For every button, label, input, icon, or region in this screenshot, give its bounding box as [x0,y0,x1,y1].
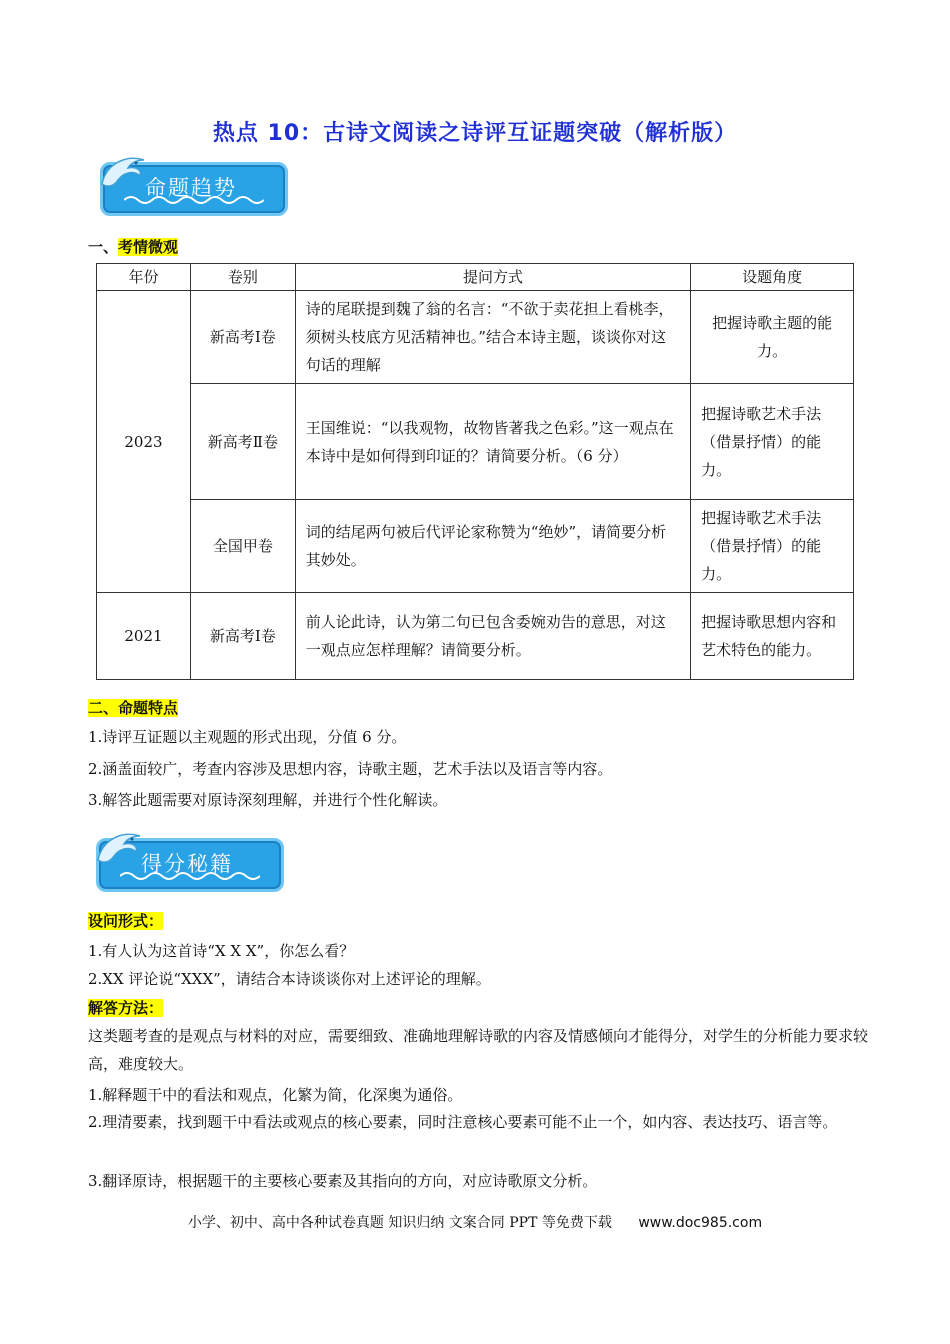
cell-year: 2021 [97,593,191,680]
section1-label: 考情微观 [118,238,179,256]
feature-item: 3.解答此题需要对原诗深刻理解，并进行个性化解读。 [88,791,448,809]
header-year: 年份 [97,264,191,291]
feature-item: 1.诗评互证题以主观题的形式出现，分值 6 分。 [88,728,407,746]
form-item: 2.XX 评论说“XXX”，请结合本诗谈谈你对上述评论的理解。 [88,970,491,988]
section-banner-tips [92,826,282,892]
method-heading-label: 解答方法： [88,999,164,1017]
method-intro: 这类题考查的是观点与材料的对应，需要细致、准确地理解诗歌的内容及情感倾向才能得分，对学生的分析能力要求较高，难度较大。 [88,1027,869,1073]
method-heading [88,997,163,1018]
banner-label: 得分秘籍 [141,852,233,876]
cell-paper: 新高考Ⅱ卷 [190,384,295,500]
method-item: 1.解释题干中的看法和观点，化繁为简，化深奥为通俗。 [88,1086,463,1104]
cell-angle: 把握诗歌思想内容和艺术特色的能力。 [691,593,854,680]
page-footer [0,1212,950,1232]
form-heading-label: 设问形式： [88,912,164,930]
table-row [97,384,854,500]
method-item: 2.理清要素，找到题干中看法或观点的核心要素，同时注意核心要素可能不止一个，如内容、表达技巧、语言等。 [88,1113,838,1131]
section-banner-trend [96,150,286,216]
footer-link[interactable]: www.doc985.com [638,1215,763,1231]
header-question: 提问方式 [295,264,690,291]
cell-question: 王国维说：“以我观物，故物皆著我之色彩。”这一观点在本诗中是如何得到印证的？请简要分析。（6 分） [295,384,690,500]
table-row [97,593,854,680]
section2-label: 二、命题特点 [88,699,179,717]
method-item: 3.翻译原诗，根据题干的主要核心要素及其指向的方向，对应诗歌原文分析。 [88,1172,598,1190]
form-heading [88,910,163,931]
cell-angle: 把握诗歌艺术手法（借景抒情）的能力。 [691,384,854,500]
header-paper: 卷别 [190,264,295,291]
section1-heading [88,236,178,257]
section1-prefix: 一、 [88,238,119,256]
page-title: 热点 10：古诗文阅读之诗评互证题突破（解析版） [212,121,738,146]
section2-heading [88,697,178,718]
footer-text: 小学、初中、高中各种试卷真题 知识归纳 文案合同 PPT 等免费下载 [187,1215,612,1231]
banner-label: 命题趋势 [145,176,237,200]
cell-paper: 新高考Ⅰ卷 [190,593,295,680]
cell-paper: 全国甲卷 [190,500,295,593]
cell-question: 诗的尾联提到魏了翁的名言：“不欲于卖花担上看桃李，须树头枝底方见活精神也。”结合本诗主题，谈谈你对这句话的理解 [295,291,690,384]
table-header-row [97,264,854,291]
header-angle: 设题角度 [691,264,854,291]
cell-angle: 把握诗歌艺术手法（借景抒情）的能力。 [691,500,854,593]
cell-question: 前人论此诗，认为第二句已包含委婉劝告的意思，对这一观点应怎样理解？请简要分析。 [295,593,690,680]
table-row [97,500,854,593]
cell-paper: 新高考Ⅰ卷 [190,291,295,384]
table-row [97,291,854,384]
form-item: 1.有人认为这首诗“X X X”，你怎么看？ [88,942,355,960]
cell-year: 2023 [97,291,191,593]
cell-angle: 把握诗歌主题的能力。 [691,291,854,384]
exam-table [96,263,854,680]
feature-item: 2.涵盖面较广，考查内容涉及思想内容，诗歌主题，艺术手法以及语言等内容。 [88,760,613,778]
cell-question: 词的结尾两句被后代评论家称赞为“绝妙”，请简要分析其妙处。 [295,500,690,593]
